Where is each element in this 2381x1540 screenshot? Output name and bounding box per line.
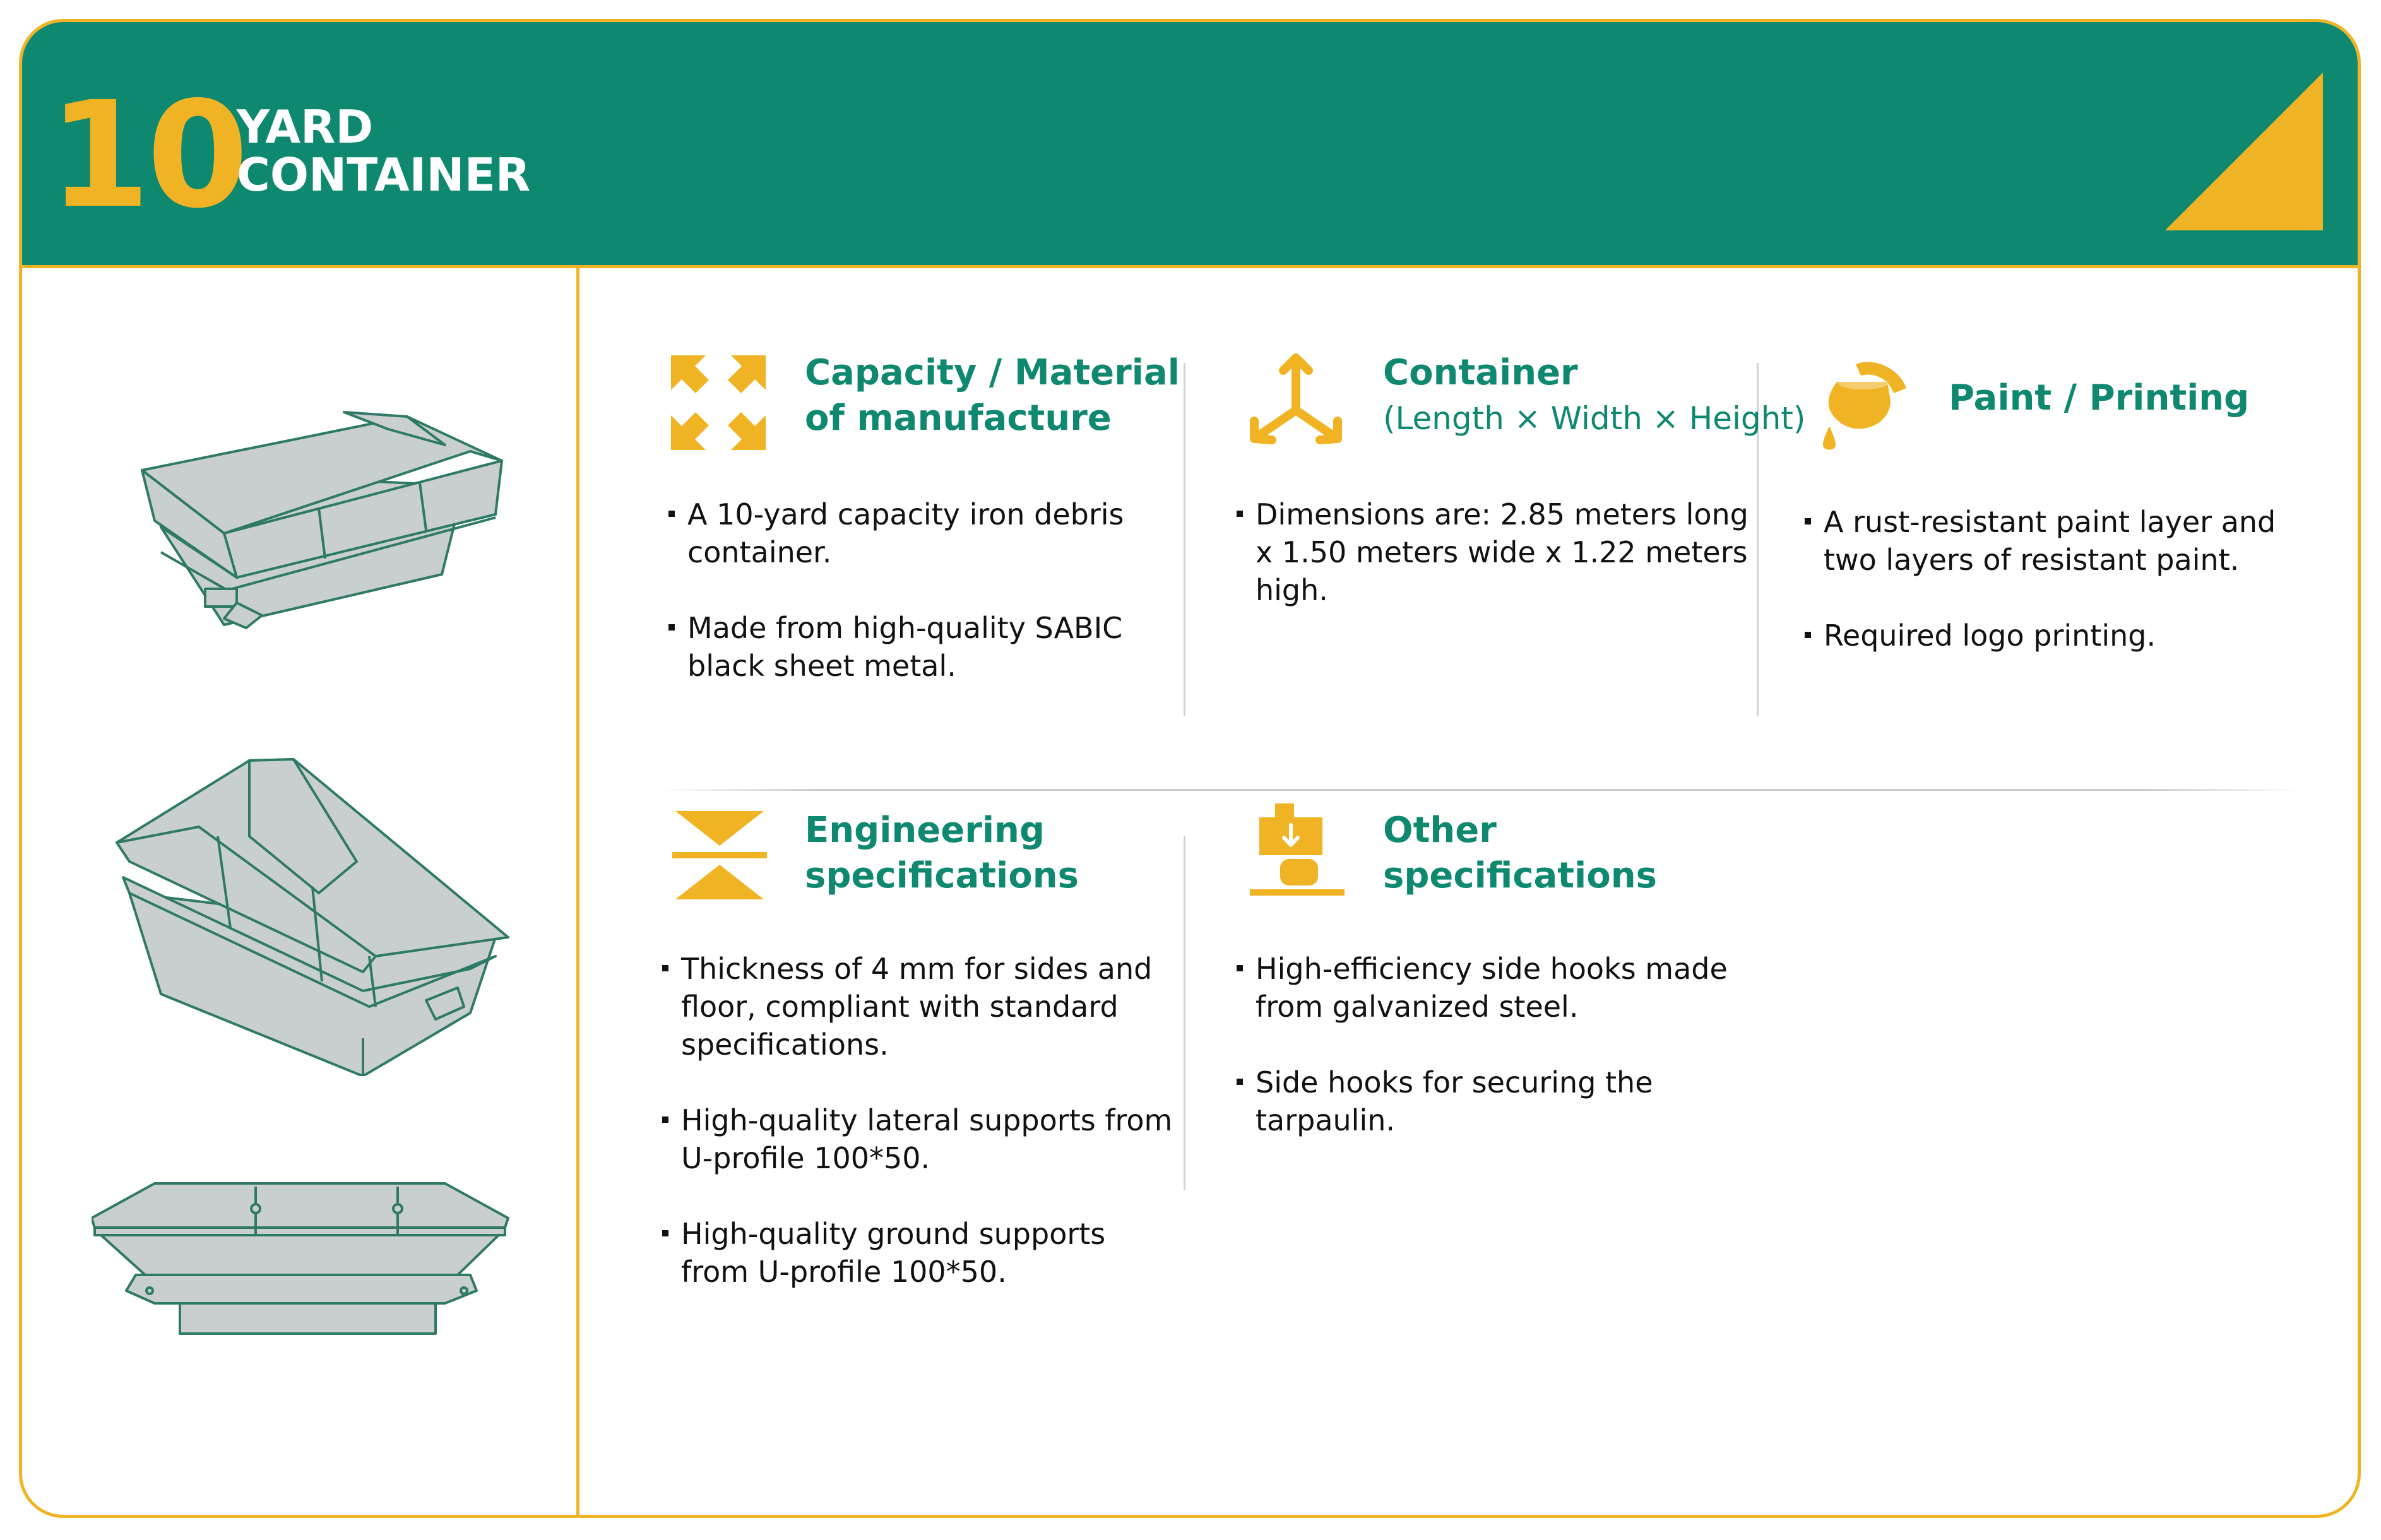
container-illustration-middle [92,748,546,1076]
list-item: A 10-yard capacity iron debris container. [666,495,1184,571]
section-title [1383,350,1805,441]
expand-arrows-icon [671,355,766,450]
section-subtitle: (Length × Width × Height) [1383,400,1806,437]
row-separator [660,789,2301,791]
capacity-number: 10 [49,70,245,240]
column-separator-3 [1184,836,1185,1190]
container-illustration-top [92,388,546,641]
section-title-line-2: of manufacture [805,398,1112,439]
section-title-line-1: Engineering [805,810,1045,851]
list-item: High-quality lateral supports from U-profile 100*50. [660,1101,1177,1177]
product-title [237,100,531,201]
section-title [1383,808,1657,899]
corner-triangle-icon [2165,73,2323,230]
list-item: Required logo printing. [1802,617,2332,654]
section-title-line-2: specifications [805,855,1079,896]
section-title-line-1: Container [1383,352,1578,393]
section-title [805,350,1180,441]
press-weight-icon [1250,803,1345,904]
bullet-list [1234,950,1752,1177]
section-title-line-1: Capacity / Material [805,352,1180,393]
list-item: Made from high-quality SABIC black sheet metal. [666,609,1184,685]
container-illustration-bottom [92,1171,546,1360]
section-title [805,808,1079,899]
product-card [19,19,2361,1518]
section-title-line-1: Other [1383,810,1497,851]
list-item: Dimensions are: 2.85 meters long x 1.50 meters wide x 1.22 meters high. [1234,495,1752,609]
list-item: A rust-resistant paint layer and two layers of resistant paint. [1802,503,2332,579]
title-line-1: YARD [237,100,374,153]
bullet-list [1234,495,1752,647]
bullet-list [660,950,1177,1329]
header-divider [22,265,2358,268]
section-title-line-2: specifications [1383,855,1657,896]
list-item: High-quality ground supports from U-profile 100*50. [660,1215,1177,1291]
section-title-line-1: Paint / Printing [1949,377,2250,418]
compress-thickness-icon [672,808,767,903]
three-axis-dimensions-icon [1245,350,1346,451]
list-item: High-efficiency side hooks made from galvanized steel. [1234,950,1752,1026]
header-bar [22,22,2358,265]
section-title [1949,376,2249,421]
paint-bucket-icon [1812,357,1913,458]
bullet-list [1802,503,2332,692]
list-item: Thickness of 4 mm for sides and floor, compliant with standard specifications. [660,950,1177,1063]
title-line-2: CONTAINER [237,148,531,201]
column-separator-1 [1184,363,1185,716]
bullet-list [666,495,1184,723]
sidebar-divider [576,267,579,1518]
list-item: Side hooks for securing the tarpaulin. [1234,1063,1752,1139]
